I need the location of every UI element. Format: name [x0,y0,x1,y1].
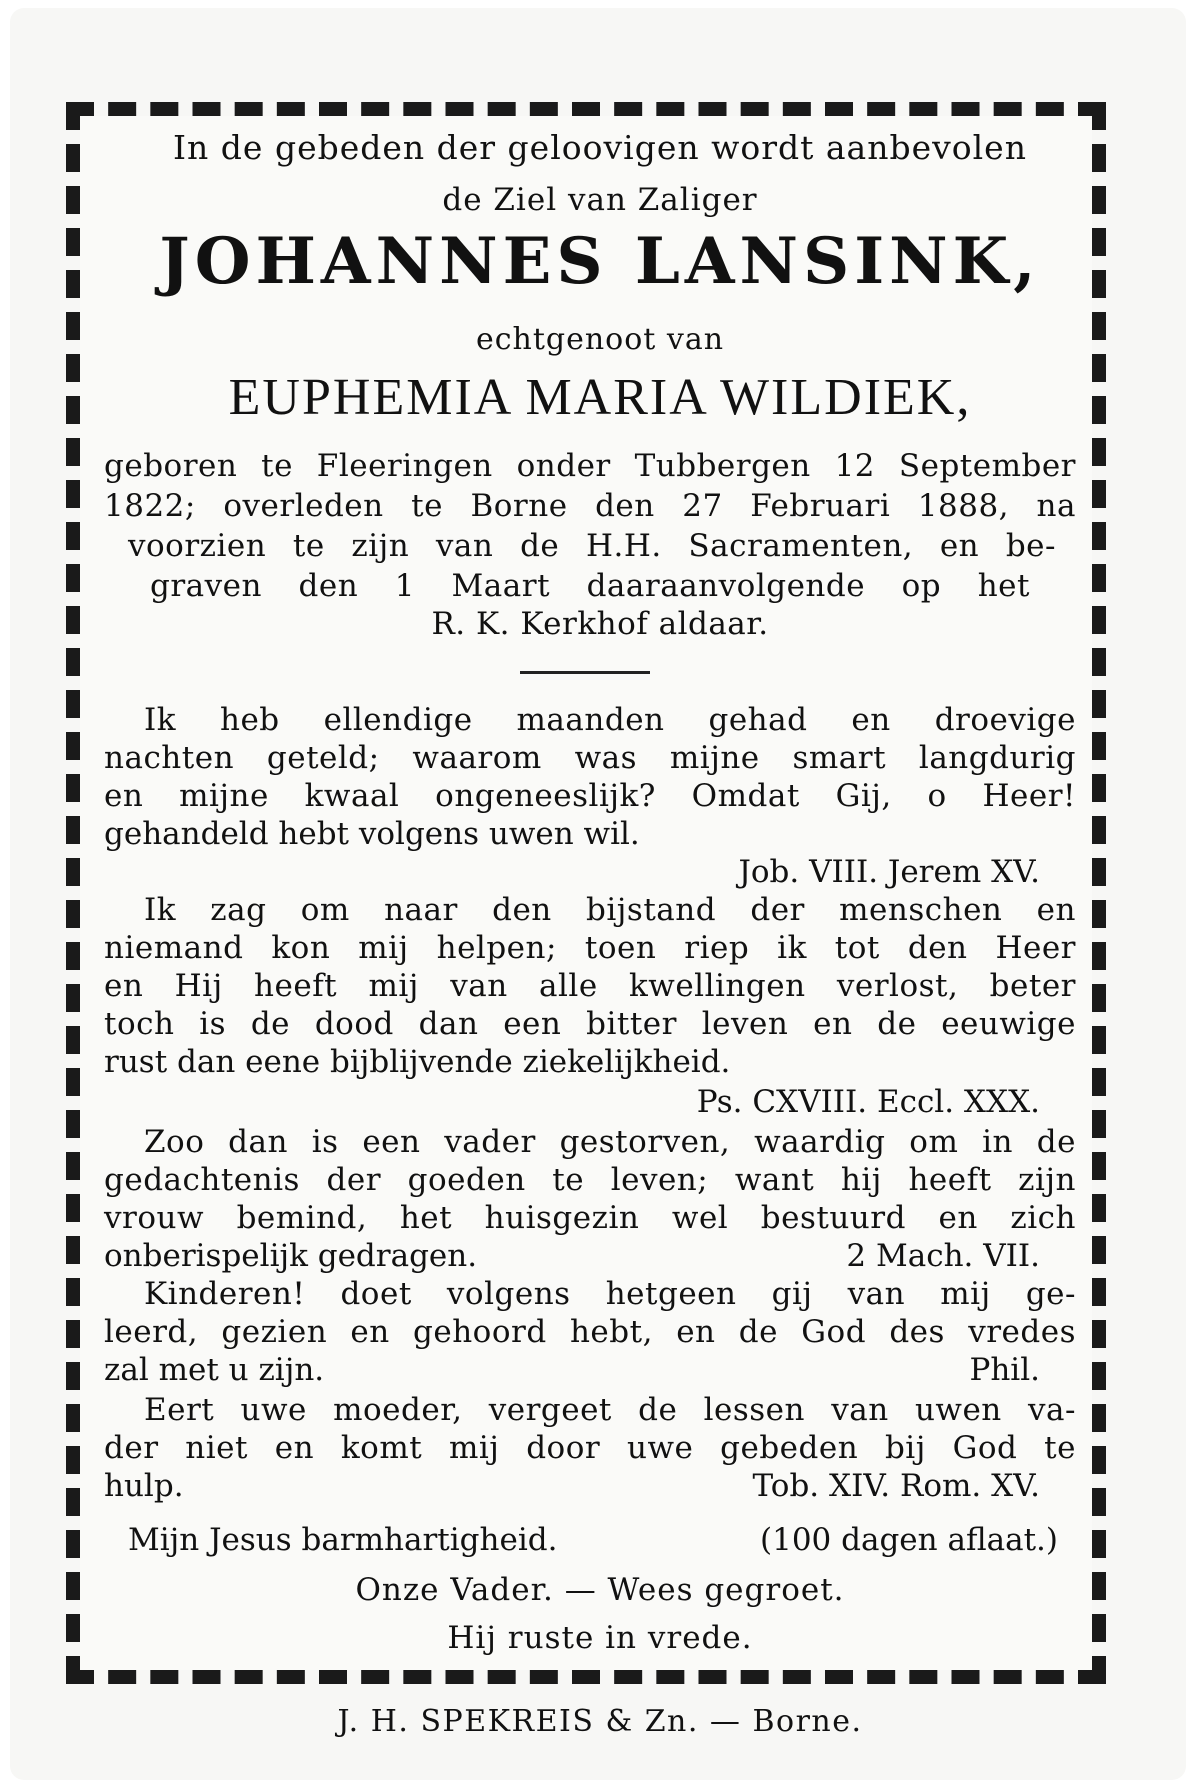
verse-line: nachten geteld; waarom was mijne smart langdurig [104,740,1076,776]
section-divider [520,671,650,674]
verse-line: rust dan eene bijblijvende ziekelijkheid. [104,1044,731,1080]
verse-line: hulp. [104,1468,184,1504]
bio-line: graven den 1 Maart daaraanvolgende op het [150,568,1030,604]
indulgence-note: (100 dagen aflaat.) [760,1522,1058,1558]
verse-line: gehandeld hebt volgens uwen wil. [104,816,640,852]
spouse-name: EUPHEMIA MARIA WILDIEK, [228,369,972,426]
bio-line: 1822; overleden te Borne den 27 Februari 1888, na [104,488,1076,524]
verse-line: Kinderen! doet volgens hetgeen gij van mij ge- [144,1276,1076,1312]
verse-line: leerd, gezien en gehoord hebt, en de God des vredes [104,1314,1076,1350]
verse-line: vrouw bemind, het huisgezin wel bestuurd en zich [104,1200,1076,1236]
deceased-name: JOHANNES LANSINK, [159,224,1041,299]
verse-line: niemand kon mij helpen; toen riep ik tot den Heer [104,930,1076,966]
verse-reference: 2 Mach. VII. [846,1238,1040,1274]
closing-blessing: Hij ruste in vrede. [447,1620,753,1656]
verse-line: Ik zag om naar den bijstand der menschen en [144,892,1076,928]
verse-line: toch is de dood dan een bitter leven en de eeuwige [104,1006,1076,1042]
verse-reference: Ps. CXVIII. Eccl. XXX. [696,1084,1040,1120]
verse-line: zal met u zijn. [104,1352,325,1388]
intro-line: In de gebeden der geloovigen wordt aanbevolen [173,128,1027,167]
verse-reference: Job. VIII. Jerem XV. [738,854,1040,890]
verse-line: Eert uwe moeder, vergeet de lessen van uwen va- [144,1392,1076,1428]
intro-line-2: de Ziel van Zaliger [442,182,758,218]
bio-line: voorzien te zijn van de H.H. Sacramenten, en be- [128,528,1056,564]
bio-line: geboren te Fleeringen onder Tubbergen 12 September [104,448,1076,484]
verse-line: Ik heb ellendige maanden gehad en droevige [144,702,1076,738]
verse-line: en mijne kwaal ongeneeslijk? Omdat Gij, o Heer! [104,778,1076,814]
verse-line: Zoo dan is een vader gestorven, waardig om in de [144,1124,1076,1160]
verse-line: der niet en komt mij door uwe gebeden bij God te [104,1430,1076,1466]
verse-line: onberispelijk gedragen. [104,1238,478,1274]
closing-prayers: Onze Vader. — Wees gegroet. [355,1572,845,1608]
spouse-intro: echtgenoot van [475,322,725,357]
verse-reference: Phil. [969,1352,1040,1388]
verse-line: en Hij heeft mij van alle kwellingen verlost, beter [104,968,1076,1004]
printer-imprint: J. H. SPEKREIS & Zn. — Borne. [337,1704,863,1739]
prayer-line: Mijn Jesus barmhartigheid. [128,1522,558,1558]
bio-line: R. K. Kerkhof aldaar. [431,606,769,642]
verse-reference: Tob. XIV. Rom. XV. [752,1468,1040,1504]
verse-line: gedachtenis der goeden te leven; want hij heeft zijn [104,1162,1076,1198]
